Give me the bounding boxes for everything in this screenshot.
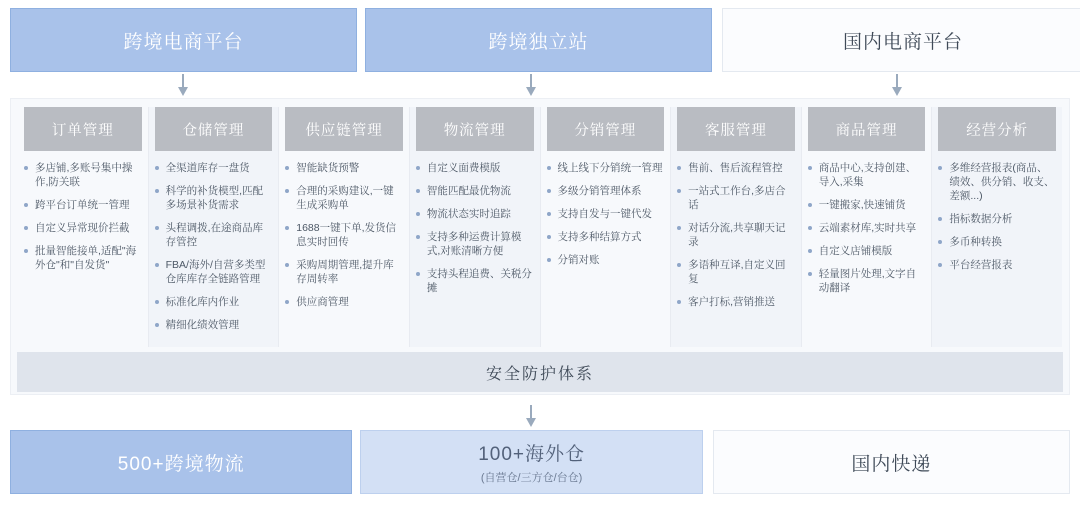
list-item: 自定义店铺模版 <box>808 244 926 258</box>
column-header: 仓储管理 <box>155 107 273 151</box>
column-header: 订单管理 <box>24 107 142 151</box>
bottom-box-cross-border-logistics[interactable] <box>10 430 352 494</box>
list-item: 多语种互译,自定义回复 <box>677 258 795 286</box>
capability-columns <box>18 107 1062 347</box>
column-header: 分销管理 <box>547 107 665 151</box>
list-item: 多维经营报表(商品、绩效、供分销、收支、差额...) <box>938 161 1056 203</box>
list-item: 支持头程追费、关税分摊 <box>416 267 534 295</box>
list-item: 自定义面费模版 <box>416 161 534 175</box>
list-item: 一站式工作台,多店合话 <box>677 184 795 212</box>
bottom-box-label: 500+跨境物流 <box>117 453 245 475</box>
top-box-cross-border-standalone[interactable] <box>365 8 712 72</box>
down-arrow-icon <box>176 74 190 96</box>
column-header: 商品管理 <box>808 107 926 151</box>
column-header: 供应链管理 <box>285 107 403 151</box>
list-item: 指标数据分析 <box>938 212 1056 226</box>
list-item: 标准化库内作业 <box>155 295 273 309</box>
list-item: 平台经营报表 <box>938 258 1056 272</box>
column-items <box>155 161 273 332</box>
list-item: 合理的采购建议,一键生成采购单 <box>285 184 403 212</box>
list-item: 商品中心,支持创建、导入,采集 <box>808 161 926 189</box>
list-item: 售前、售后流程管控 <box>677 161 795 175</box>
down-arrow-icon <box>524 74 538 96</box>
top-box-label: 跨境电商平台 <box>123 31 244 53</box>
list-item: 多币种转换 <box>938 235 1056 249</box>
list-item: 智能匹配最优物流 <box>416 184 534 198</box>
list-item: 科学的补货模型,匹配多场景补货需求 <box>155 184 273 212</box>
column-items <box>547 161 665 267</box>
bottom-box-label: 100+海外仓 <box>478 444 585 465</box>
top-platform-row <box>10 8 1070 72</box>
capability-panel <box>10 98 1070 395</box>
bottom-box-label: 国内快递 <box>851 453 932 475</box>
list-item: 跨平台订单统一管理 <box>24 198 142 212</box>
column-header: 物流管理 <box>416 107 534 151</box>
column-header: 客服管理 <box>677 107 795 151</box>
list-item: 头程调拨,在途商品库存管控 <box>155 221 273 249</box>
list-item: 精细化绩效管理 <box>155 318 273 332</box>
column-business-analysis <box>932 107 1062 347</box>
list-item: 分销对账 <box>547 253 665 267</box>
column-items <box>416 161 534 295</box>
bottom-box-overseas-warehouse[interactable] <box>360 430 702 494</box>
top-box-cross-border-platform[interactable] <box>10 8 357 72</box>
column-items <box>285 161 403 309</box>
list-item: 1688一键下单,发货信息实时回传 <box>285 221 403 249</box>
security-system-label: 安全防护体系 <box>485 365 594 383</box>
column-order-management <box>18 107 149 347</box>
top-box-label: 国内电商平台 <box>842 31 963 53</box>
list-item: 支持自发与一键代发 <box>547 207 665 221</box>
security-system-bar <box>17 352 1063 392</box>
bottom-logistics-row <box>10 430 1070 494</box>
bottom-box-sublabel: (自营仓/三方仓/台仓) <box>480 472 583 484</box>
column-distribution-management <box>541 107 672 347</box>
down-arrow-icon <box>524 405 538 427</box>
list-item: FBA/海外/自营多类型仓库库存全链路管理 <box>155 258 273 286</box>
column-supply-chain-management <box>279 107 410 347</box>
column-items <box>938 161 1056 272</box>
column-items <box>24 161 142 272</box>
list-item: 多级分销管理体系 <box>547 184 665 198</box>
list-item: 支持多种结算方式 <box>547 230 665 244</box>
down-arrow-icon <box>890 74 904 96</box>
list-item: 线上线下分销统一管理 <box>547 161 665 175</box>
list-item: 自定义异常现价拦截 <box>24 221 142 235</box>
list-item: 云端素材库,实时共享 <box>808 221 926 235</box>
list-item: 支持多种运费计算模式,对账清晰方便 <box>416 230 534 258</box>
list-item: 轻量图片处理,文字自动翻译 <box>808 267 926 295</box>
column-header: 经营分析 <box>938 107 1056 151</box>
list-item: 客户打标,营销推送 <box>677 295 795 309</box>
list-item: 多店铺,多账号集中操作,防关联 <box>24 161 142 189</box>
list-item: 采购周期管理,提升库存周转率 <box>285 258 403 286</box>
top-box-label: 跨境独立站 <box>488 31 589 53</box>
column-items <box>808 161 926 295</box>
list-item: 智能缺货预警 <box>285 161 403 175</box>
column-logistics-management <box>410 107 541 347</box>
column-warehouse-management <box>149 107 280 347</box>
list-item: 一键搬家,快速铺货 <box>808 198 926 212</box>
list-item: 全渠道库存一盘货 <box>155 161 273 175</box>
list-item: 批量智能接单,适配"海外仓"和"自发货" <box>24 244 142 272</box>
bottom-box-domestic-express[interactable] <box>713 430 1070 494</box>
column-customer-service-management <box>671 107 802 347</box>
column-product-management <box>802 107 933 347</box>
list-item: 对话分流,共享聊天记录 <box>677 221 795 249</box>
list-item: 供应商管理 <box>285 295 403 309</box>
column-items <box>677 161 795 309</box>
list-item: 物流状态实时追踪 <box>416 207 534 221</box>
top-box-domestic-platform[interactable] <box>722 8 1080 72</box>
